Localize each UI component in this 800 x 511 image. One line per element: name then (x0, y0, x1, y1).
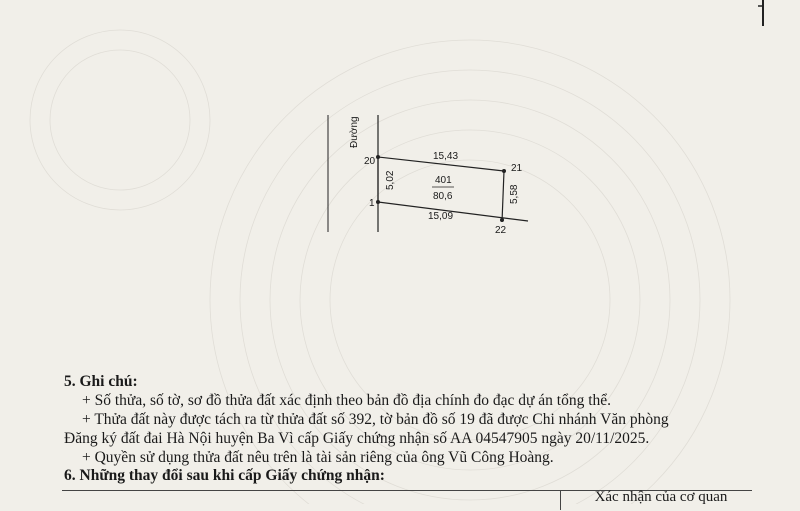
edge-length-top: 15,43 (433, 151, 459, 162)
parcel-edge-right (502, 171, 504, 222)
point-label-20: 20 (364, 156, 376, 167)
edge-length-left: 5,02 (385, 170, 396, 190)
note-line-3: Đăng ký đất đai Hà Nội huyện Ba Vì cấp Giấy chứng nhận số AA 04547905 ngày 20/11/2025. (64, 430, 650, 447)
parcel-area: 80,6 (433, 191, 453, 202)
edge-length-right: 5,58 (509, 184, 520, 204)
point-label-21: 21 (511, 163, 523, 174)
notes-section (64, 372, 764, 467)
note-line-2: + Thửa đất này được tách ra từ thửa đất số 392, tờ bản đồ số 19 đã được Chi nhánh Văn phòng (82, 411, 669, 428)
parcel-number: 401 (435, 175, 452, 186)
corner-21 (502, 169, 506, 173)
notes-heading: 5. Ghi chú: (64, 373, 138, 390)
note-line-4: + Quyền sử dụng thửa đất nêu trên là tài sản riêng của ông Vũ Công Hoàng. (82, 449, 554, 466)
corner-20 (376, 155, 380, 159)
point-label-1: 1 (369, 198, 375, 209)
point-label-22: 22 (495, 225, 507, 236)
note-line-1: + Số thửa, số tờ, sơ đồ thửa đất xác định theo bản đồ địa chính đo đạc dự án tổng thể. (82, 392, 612, 409)
corner-1 (376, 200, 380, 204)
changes-table-divider (560, 490, 561, 510)
edge-length-bottom: 15,09 (428, 211, 454, 222)
road-label: Đường (349, 116, 360, 148)
changes-heading: 6. Những thay đổi sau khi cấp Giấy chứng nhận: (64, 467, 385, 484)
corner-22 (500, 218, 504, 222)
changes-table-header-confirmation: Xác nhận của cơ quan (594, 489, 728, 505)
